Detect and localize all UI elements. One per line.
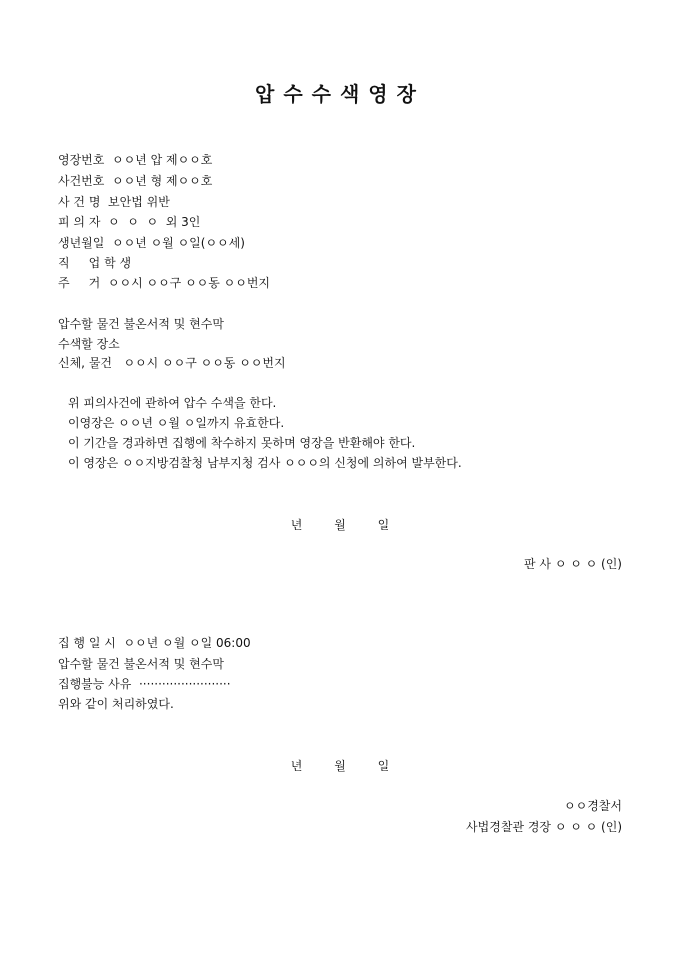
occupation: 직 업 학 생 [58,256,132,270]
execution-items: 압수할 물건 불온서적 및 현수막 [58,657,224,671]
search-location: 신체, 물건 ㅇㅇ시 ㅇㅇ구 ㅇㅇ동 ㅇㅇ번지 [58,356,286,370]
search-location-label: 수색할 장소 [58,337,120,351]
body-line-1: 위 피의사건에 관하여 압수 수색을 한다. [68,396,277,410]
items-to-seize: 압수할 물건 불온서적 및 현수막 [58,317,224,331]
processing-statement: 위와 같이 처리하였다. [58,697,174,711]
execution-date: 년 월 일 [290,759,390,773]
officer-signature: 사법경찰관 경장 ㅇ ㅇ ㅇ (인) [466,820,622,834]
case-name: 사 건 명 보안법 위반 [58,195,170,209]
body-line-3: 이 기간을 경과하면 집행에 착수하지 못하며 영장을 반환해야 한다. [68,436,416,450]
body-line-4: 이 영장은 ㅇㅇ지방검찰청 남부지청 검사 ㅇㅇㅇ의 신청에 의하여 발부한다. [68,456,462,470]
document-title: 압수수색영장 [255,82,425,106]
police-station: ㅇㅇ경찰서 [564,799,622,813]
case-number: 사건번호 ㅇㅇ년 형 제ㅇㅇ호 [58,174,213,188]
date-of-birth: 생년월일 ㅇㅇ년 ㅇ월 ㅇ일(ㅇㅇ세) [58,236,245,250]
body-line-2: 이영장은 ㅇㅇ년 ㅇ월 ㅇ일까지 유효한다. [68,416,285,430]
suspect-name: 피 의 자 ㅇ ㅇ ㅇ 외 3인 [58,215,201,229]
issue-date: 년 월 일 [290,518,390,532]
judge-signature: 판 사 ㅇ ㅇ ㅇ (인) [524,557,622,571]
execution-datetime: 집 행 일 시 ㅇㅇ년 ㅇ월 ㅇ일 06:00 [58,636,251,650]
warrant-number: 영장번호 ㅇㅇ년 압 제ㅇㅇ호 [58,153,213,167]
non-execution-reason: 집행불능 사유 ························ [58,677,231,691]
residence: 주 거 ㅇㅇ시 ㅇㅇ구 ㅇㅇ동 ㅇㅇ번지 [58,276,271,290]
